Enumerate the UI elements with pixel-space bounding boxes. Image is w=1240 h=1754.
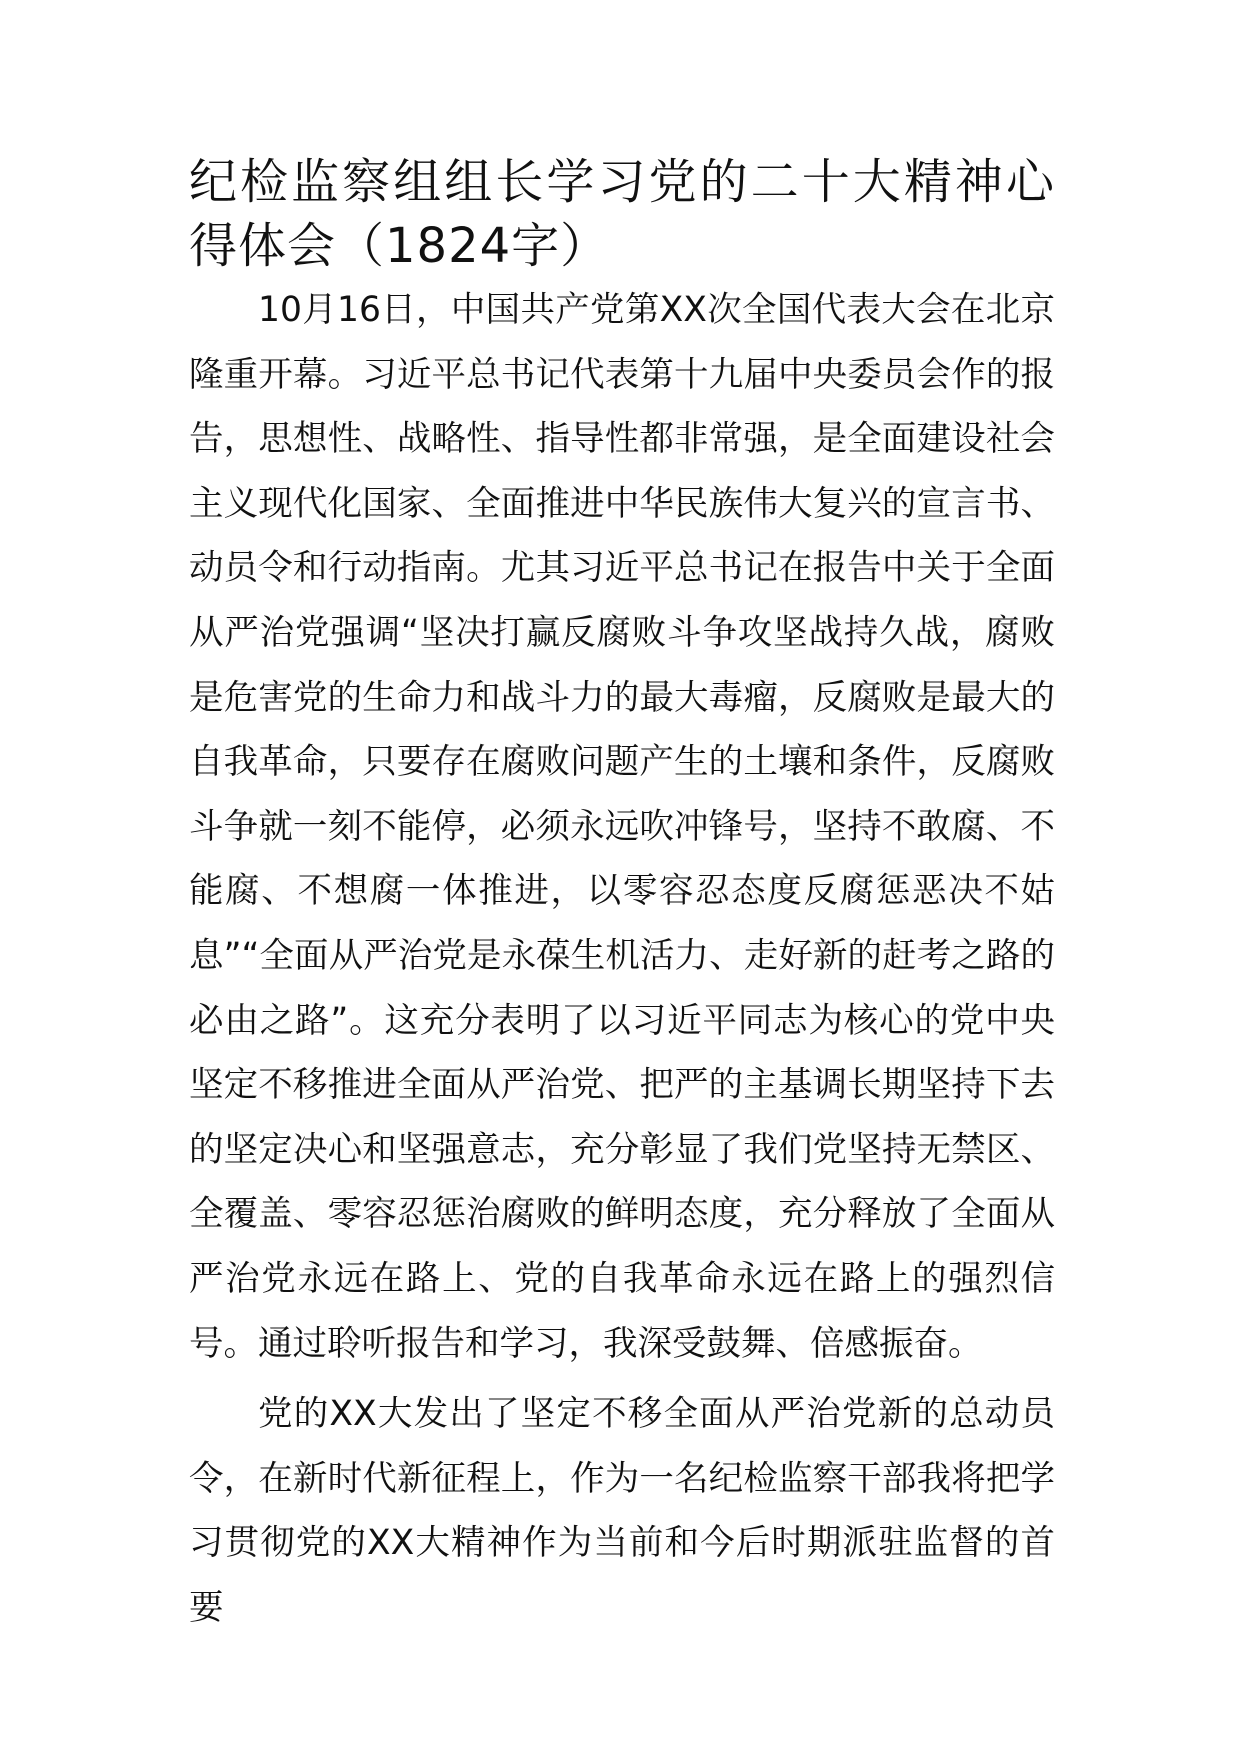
body-paragraph-1: 10月16日，中国共产党第XX次全国代表大会在北京隆重开幕。习近平总书记代表第十九届中央委员会作的报告，思想性、战略性、指导性都非常强，是全面建设社会主义现代化国家、全面推进中华民族伟大复兴的宣言书、动员令和行动指南。尤其习近平总书记在报告中关于全面从严治党强调“坚决打赢反腐败斗争攻坚战持久战，腐败是危害党的生命力和战斗力的最大毒瘤，反腐败是最大的自我革命，只要存在腐败问题产生的土壤和条件，反腐败斗争就一刻不能停，必须永远吹冲锋号，坚持不敢腐、不能腐、不想腐一体推进，以零容忍态度反腐惩恶决不姑息”“全面从严治党是永葆生机活力、走好新的赶考之路的必由之路”。这充分表明了以习近平同志为核心的党中央坚定不移推进全面从严治党、把严的主基调长期坚持下去的坚定决心和坚强意志，充分彰显了我们党坚持无禁区、全覆盖、零容忍惩治腐败的鲜明态度，充分释放了全面从严治党永远在路上、党的自我革命永远在路上的强烈信号。通过聆听报告和学习，我深受鼓舞、倍感振奋。: [189, 290, 1055, 1364]
document-page: [189, 150, 1055, 1640]
document-title: 纪检监察组组长学习党的二十大精神心得体会（1824字）: [189, 154, 1055, 274]
body-paragraph-2: 党的XX大发出了坚定不移全面从严治党新的总动员令，在新时代新征程上，作为一名纪检监察干部我将把学习贯彻党的XX大精神作为当前和今后时期派驻监督的首要: [189, 1394, 1055, 1628]
